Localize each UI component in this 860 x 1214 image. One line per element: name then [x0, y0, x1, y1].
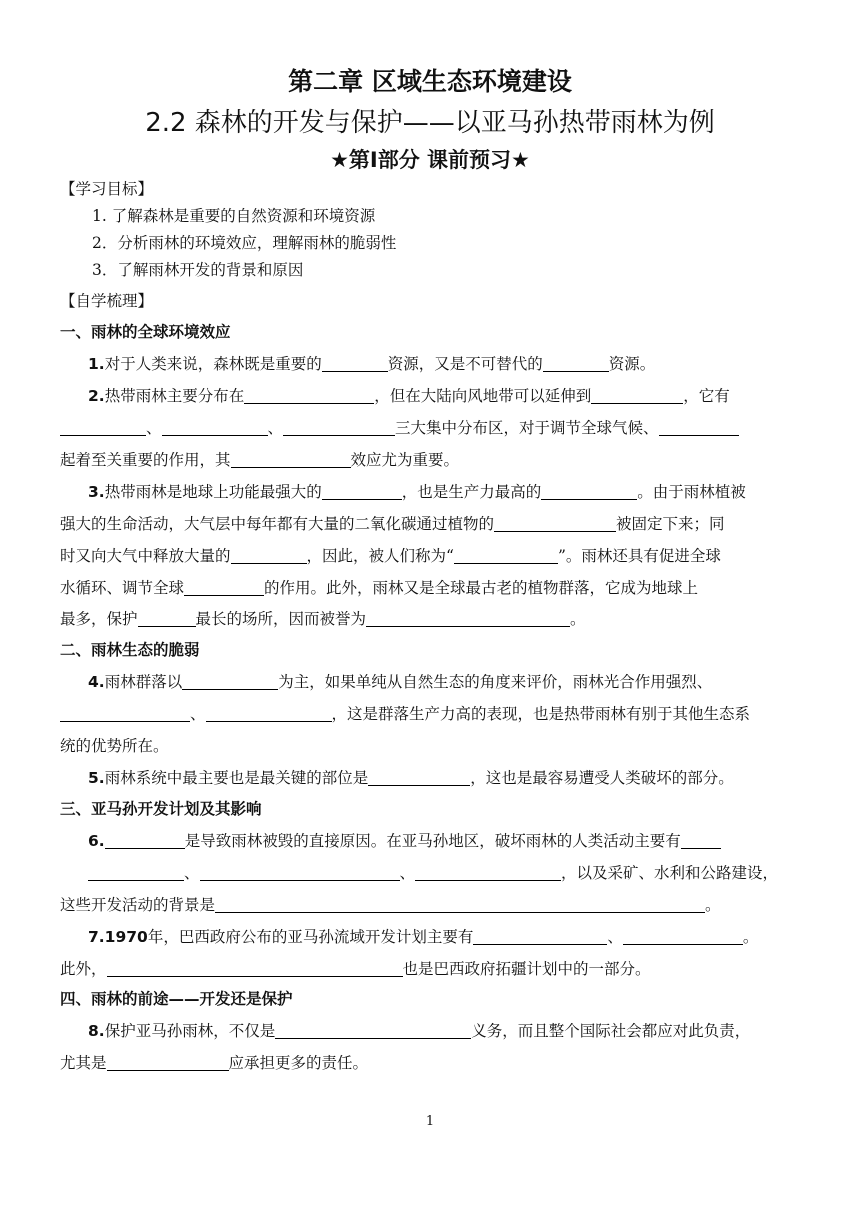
section-heading-4: 四、雨林的前途——开发还是保护 — [60, 990, 293, 1008]
question-text: ，这是群落生产力高的表现，也是热带雨林有别于其他生态系 — [331, 705, 751, 723]
answer-blank[interactable] — [162, 417, 268, 436]
question-text: ，它有 — [683, 387, 730, 405]
answer-blank[interactable] — [368, 767, 470, 786]
question-text: 应承担更多的责任。 — [228, 1054, 369, 1072]
answer-blank[interactable] — [182, 671, 278, 690]
question-text: 、 — [190, 705, 206, 723]
question-7-line-1 — [88, 924, 833, 950]
answer-blank[interactable] — [591, 385, 683, 404]
question-number: 1. — [88, 355, 105, 373]
question-number: 3. — [88, 483, 105, 501]
question-text: 被固定下来；同 — [616, 515, 725, 533]
answer-blank[interactable] — [184, 577, 264, 596]
question-text: 水循环、调节全球 — [60, 579, 185, 597]
question-2-line-2 — [60, 415, 805, 441]
answer-blank[interactable] — [366, 608, 570, 627]
question-number: 7.1970 — [88, 928, 148, 946]
answer-blank[interactable] — [231, 545, 307, 564]
answer-blank[interactable] — [415, 862, 561, 881]
answer-blank[interactable] — [105, 830, 185, 849]
question-text: 是导致雨林被毁的直接原因。在亚马孙地区，破坏雨林的人类活动主要有 — [184, 832, 681, 850]
question-text: 。 — [570, 610, 586, 628]
section-heading-3: 三、亚马孙开发计划及其影响 — [60, 800, 262, 818]
question-text: 保护亚马孙雨林，不仅是 — [104, 1022, 276, 1040]
question-text: 、 — [267, 419, 284, 437]
section-heading-1: 一、雨林的全球环境效应 — [60, 323, 231, 341]
question-text: 、 — [184, 864, 200, 882]
question-7-line-2 — [60, 956, 805, 982]
question-text: 热带雨林主要分布在 — [104, 387, 245, 405]
question-text: 强大的生命活动，大气层中每年都有大量的二氧化碳通过植物的 — [60, 515, 495, 533]
question-text: 对于人类来说，森林既是重要的 — [104, 355, 322, 373]
question-text: ，这也是最容易遭受人类破坏的部分。 — [470, 769, 734, 787]
question-text: ，但在大陆向风地带可以延伸到 — [374, 387, 592, 405]
question-5-line — [88, 765, 833, 791]
answer-blank[interactable] — [138, 608, 196, 627]
answer-blank[interactable] — [283, 417, 395, 436]
chapter-title: 第二章 区域生态环境建设 — [288, 67, 572, 96]
answer-blank[interactable] — [215, 894, 705, 913]
answer-blank[interactable] — [60, 703, 190, 722]
question-text: 尤其是 — [60, 1054, 107, 1072]
part-title: ★第Ⅰ部分 课前预习★ — [330, 148, 530, 172]
question-2-line-3 — [60, 447, 805, 473]
question-8-line-1 — [88, 1018, 833, 1044]
question-text: 效应尤为重要。 — [350, 451, 460, 469]
question-text: ，以及采矿、水利和公路建设， — [561, 864, 779, 882]
answer-blank[interactable] — [454, 545, 558, 564]
answer-blank[interactable] — [322, 353, 388, 372]
question-text: 。 — [742, 928, 759, 946]
question-text: 热带雨林是地球上功能最强大的 — [104, 483, 322, 501]
question-4-line-1 — [88, 669, 805, 695]
answer-blank[interactable] — [206, 703, 332, 722]
question-text: 的作用。此外，雨林又是全球最古老的植物群落，它成为地球上 — [264, 579, 699, 597]
question-text: 年，巴西政府公布的亚马孙流域开发计划主要有 — [147, 928, 474, 946]
question-number: 4. — [88, 673, 105, 691]
question-text: 、 — [399, 864, 416, 882]
page-number: 1 — [425, 1114, 435, 1129]
question-text: 、 — [146, 419, 162, 437]
question-text: 资源，又是不可替代的 — [387, 355, 543, 373]
answer-blank[interactable] — [623, 926, 743, 945]
answer-blank[interactable] — [275, 1020, 471, 1039]
question-text: 雨林系统中最主要也是最关键的部位是 — [104, 769, 369, 787]
question-3-line-5 — [60, 606, 805, 632]
question-6-line-2 — [88, 860, 833, 886]
question-text: ，因此，被人们称为“ — [306, 547, 454, 565]
question-text: 资源。 — [608, 355, 656, 373]
question-text: 为主，如果单纯从自然生态的角度来评价，雨林光合作用强烈、 — [278, 673, 713, 691]
question-8-line-2 — [60, 1050, 805, 1076]
question-6-line-3 — [60, 892, 805, 918]
question-number: 8. — [88, 1022, 105, 1040]
goal-item: 3．了解雨林开发的背景和原因 — [92, 261, 304, 279]
answer-blank[interactable] — [659, 417, 739, 436]
question-3-line-2 — [60, 511, 805, 537]
question-text: 。 — [705, 896, 721, 914]
section-heading-2: 二、雨林生态的脆弱 — [60, 641, 200, 659]
question-3-line-3 — [60, 543, 805, 569]
question-text: ”。雨林还具有促进全球 — [557, 547, 721, 565]
question-number: 5. — [88, 769, 105, 787]
answer-blank[interactable] — [231, 449, 351, 468]
question-text: 最长的场所，因而被誉为 — [195, 610, 367, 628]
goal-item: 1. 了解森林是重要的自然资源和环境资源 — [92, 207, 376, 225]
answer-blank[interactable] — [541, 481, 637, 500]
question-text: ，也是生产力最高的 — [401, 483, 542, 501]
review-heading: 【自学梳理】 — [60, 292, 154, 310]
question-4-line-3: 统的优势所在。 — [60, 737, 169, 755]
answer-blank[interactable] — [681, 830, 721, 849]
goals-heading: 【学习目标】 — [60, 180, 154, 198]
question-text: 。由于雨林植被 — [637, 483, 746, 501]
question-text: 、 — [607, 928, 623, 946]
question-text: 雨林群落以 — [104, 673, 183, 691]
question-text: 此外， — [60, 960, 107, 978]
question-1-line — [88, 351, 833, 377]
question-3-line-1 — [88, 479, 805, 505]
answer-blank[interactable] — [494, 513, 616, 532]
question-text: 起着至关重要的作用，其 — [60, 451, 231, 469]
answer-blank[interactable] — [244, 385, 374, 404]
answer-blank[interactable] — [60, 417, 146, 436]
question-text: 最多，保护 — [60, 610, 138, 628]
answer-blank[interactable] — [88, 862, 184, 881]
question-3-line-4 — [60, 575, 805, 601]
question-text: 这些开发活动的背景是 — [60, 896, 216, 914]
answer-blank[interactable] — [473, 926, 607, 945]
answer-blank[interactable] — [322, 481, 402, 500]
question-text: 三大集中分布区，对于调节全球气候、 — [395, 419, 659, 437]
answer-blank[interactable] — [200, 862, 400, 881]
goal-item: 2．分析雨林的环境效应，理解雨林的脆弱性 — [92, 234, 397, 252]
question-text: 也是巴西政府拓疆计划中的一部分。 — [402, 960, 651, 978]
answer-blank[interactable] — [107, 958, 403, 977]
question-6-line-1 — [88, 828, 833, 854]
question-number: 2. — [88, 387, 105, 405]
question-2-line-1 — [88, 383, 805, 409]
question-4-line-2 — [60, 701, 805, 727]
answer-blank[interactable] — [543, 353, 609, 372]
section-title: 2.2 森林的开发与保护——以亚马孙热带雨林为例 — [145, 108, 715, 138]
question-text: 时又向大气中释放大量的 — [60, 547, 231, 565]
question-text: 义务，而且整个国际社会都应对此负责， — [471, 1022, 751, 1040]
answer-blank[interactable] — [107, 1052, 229, 1071]
question-number: 6. — [88, 832, 105, 850]
